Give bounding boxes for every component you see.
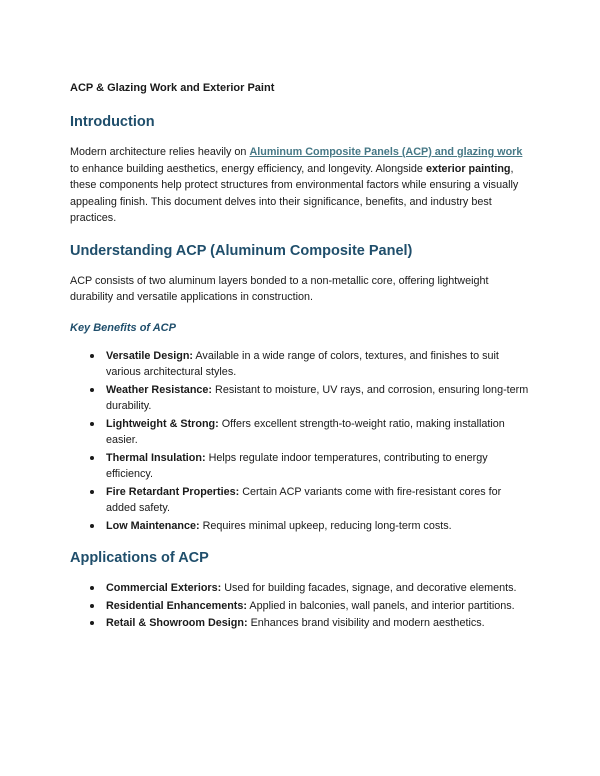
item-text: Offers excellent strength-to-weight ratio, making installation easier.: [106, 417, 505, 446]
item-text: Enhances brand visibility and modern aesthetics.: [247, 617, 485, 629]
item-label: Weather Resistance:: [106, 383, 213, 396]
item-text: Applied in balconies, wall panels, and interior partitions.: [247, 599, 515, 612]
heading-applications: Applications of ACP: [70, 550, 209, 566]
item-label: Commercial Exteriors:: [106, 582, 222, 594]
list-item: [106, 580, 532, 597]
intro-text-3: , these components help protect structures from environmental factors while ensuring a visually appealing finish. This document delves into their significance, benefits, and industry best practices.: [70, 162, 519, 224]
item-label: Retail & Showroom Design:: [106, 617, 248, 629]
item-text: Resistant to moisture, UV rays, and corrosion, ensuring long-term durability.: [106, 383, 529, 412]
acp-glazing-link[interactable]: Aluminum Composite Panels (ACP) and glazing work: [249, 146, 523, 158]
benefits-list: [70, 348, 532, 535]
item-label: Fire Retardant Properties:: [106, 485, 240, 498]
list-item: [106, 348, 532, 381]
intro-paragraph: [70, 144, 532, 227]
list-item: [106, 615, 532, 632]
document-page: [70, 80, 532, 633]
list-item: [106, 416, 532, 449]
item-label: Thermal Insulation:: [106, 451, 206, 464]
item-text: Certain ACP variants come with fire-resistant cores for added safety.: [106, 485, 502, 514]
document-title: ACP & Glazing Work and Exterior Paint: [70, 82, 275, 94]
list-item: [106, 484, 532, 517]
heading-understanding-acp: Understanding ACP (Aluminum Composite Panel): [70, 242, 413, 259]
item-text: Requires minimal upkeep, reducing long-term costs.: [199, 519, 452, 532]
applications-list: [70, 580, 532, 632]
list-item: [106, 598, 532, 615]
item-text: Used for building facades, signage, and decorative elements.: [221, 582, 517, 594]
item-label: Low Maintenance:: [106, 519, 200, 532]
list-item: [106, 450, 532, 483]
intro-bold: exterior painting: [425, 162, 511, 175]
list-item: [106, 382, 532, 415]
intro-text-2: to enhance building aesthetics, energy efficiency, and longevity. Alongside: [70, 162, 426, 175]
item-label: Versatile Design:: [106, 349, 194, 362]
intro-text-1: Modern architecture relies heavily on: [70, 146, 250, 158]
item-text: Available in a wide range of colors, textures, and finishes to suit various architectural styles.: [106, 349, 499, 378]
item-label: Residential Enhancements:: [106, 599, 247, 612]
list-item: [106, 518, 532, 535]
heading-key-benefits: Key Benefits of ACP: [70, 321, 176, 334]
item-label: Lightweight & Strong:: [106, 417, 219, 430]
item-text: Helps regulate indoor temperatures, contributing to energy efficiency.: [106, 451, 488, 480]
heading-introduction: Introduction: [70, 114, 155, 130]
understanding-paragraph: ACP consists of two aluminum layers bonded to a non-metallic core, offering lightweight durability and versatile applications in construction.: [70, 274, 489, 303]
